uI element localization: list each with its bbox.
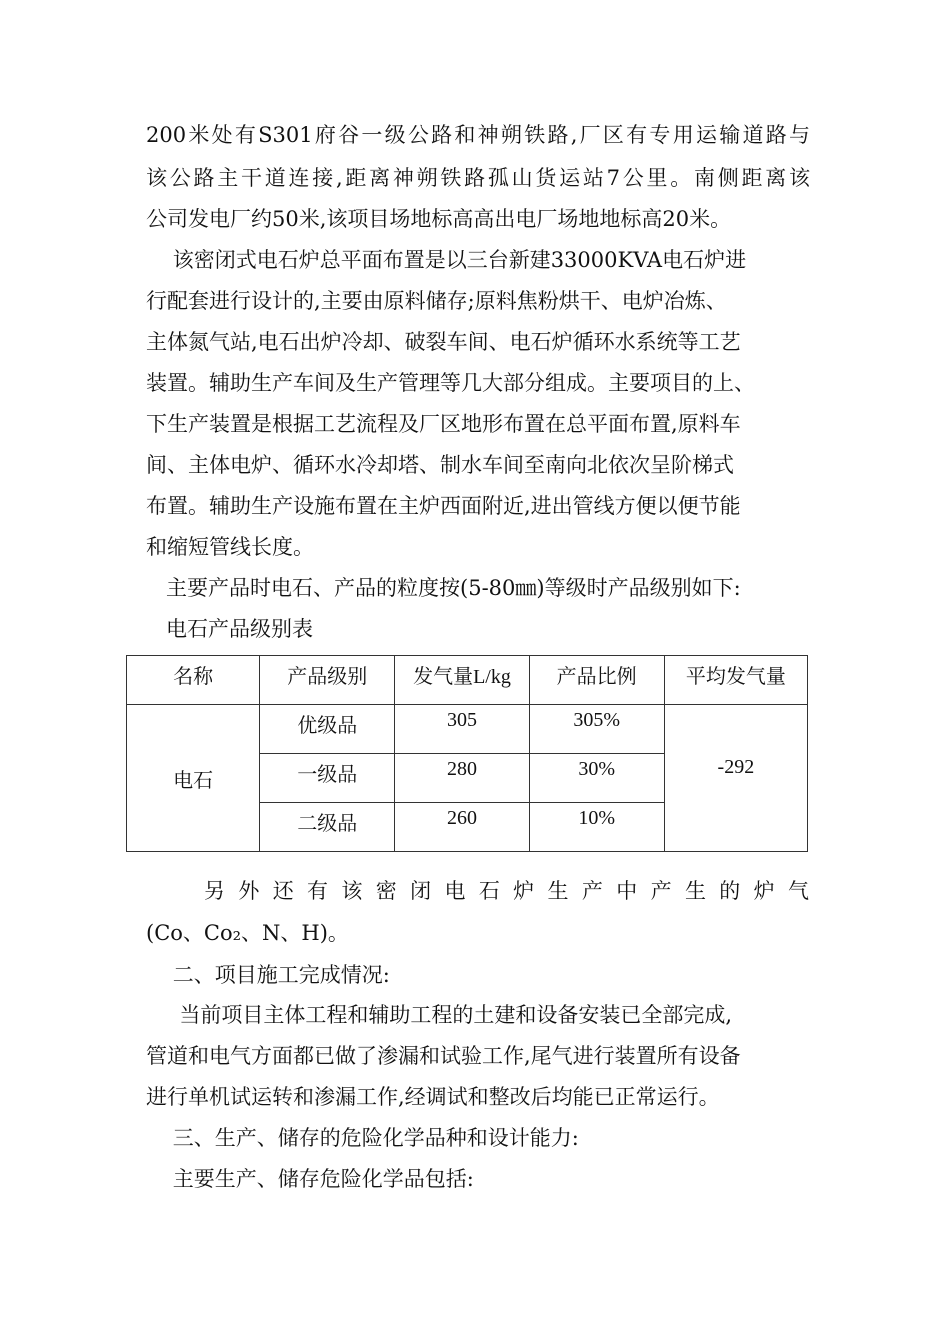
ratio-cell: 305% bbox=[529, 705, 664, 754]
section-heading: 三、生产、储存的危险化学品种和设计能力: bbox=[146, 1126, 579, 1150]
gas-cell: 260 bbox=[395, 803, 529, 852]
table-header-row bbox=[127, 656, 808, 705]
paragraph-line: 布置。辅助生产设施布置在主炉西面附近,进出管线方便以便节能 bbox=[146, 494, 741, 518]
paragraph-line: 装置。辅助生产车间及生产管理等几大部分组成。主要项目的上、 bbox=[146, 371, 755, 395]
paragraph-line: 该公路主干道连接,距离神朔铁路孤山货运站7公里。南侧距离该 bbox=[146, 166, 810, 190]
paragraph-line: 和缩短管线长度。 bbox=[146, 535, 314, 559]
gas-cell: 280 bbox=[395, 754, 529, 803]
product-grade-table bbox=[126, 655, 808, 852]
paragraph-line: 行配套进行设计的,主要由原料储存;原料焦粉烘干、电炉冶炼、 bbox=[146, 289, 727, 313]
paragraph-line: (Co、Co₂、N、H)。 bbox=[146, 921, 349, 945]
paragraph-line: 进行单机试运转和渗漏工作,经调试和整改后均能已正常运行。 bbox=[146, 1085, 720, 1109]
grade-cell: 优级品 bbox=[260, 705, 395, 754]
grade-cell: 一级品 bbox=[260, 754, 395, 803]
average-gas-cell: -292 bbox=[664, 705, 807, 852]
paragraph-line: 主体氮气站,电石出炉冷却、破裂车间、电石炉循环水系统等工艺 bbox=[146, 330, 741, 354]
paragraph-line: 下生产装置是根据工艺流程及厂区地形布置在总平面布置,原料车 bbox=[146, 412, 741, 436]
header-cell: 发气量L/kg bbox=[395, 656, 529, 705]
table-caption: 电石产品级别表 bbox=[146, 617, 314, 641]
table-row bbox=[127, 705, 808, 754]
ratio-cell: 10% bbox=[529, 803, 664, 852]
grade-cell: 二级品 bbox=[260, 803, 395, 852]
paragraph-line: 当前项目主体工程和辅助工程的土建和设备安装已全部完成, bbox=[146, 1003, 733, 1027]
ratio-cell: 30% bbox=[529, 754, 664, 803]
section-heading: 二、项目施工完成情况: bbox=[146, 963, 390, 987]
paragraph-line: 主要生产、储存危险化学品包括: bbox=[146, 1167, 474, 1191]
header-cell: 平均发气量 bbox=[664, 656, 807, 705]
header-cell: 名称 bbox=[127, 656, 260, 705]
paragraph-line: 200米处有S301府谷一级公路和神朔铁路,厂区有专用运输道路与 bbox=[146, 123, 810, 147]
paragraph-line: 间、主体电炉、循环水冷却塔、制水车间至南向北依次呈阶梯式 bbox=[146, 453, 734, 477]
header-cell: 产品级别 bbox=[260, 656, 395, 705]
paragraph-line: 另外还有该密闭电石炉生产中产生的炉气 bbox=[204, 879, 810, 903]
paragraph-line: 该密闭式电石炉总平面布置是以三台新建33000KVA电石炉进 bbox=[146, 248, 747, 272]
gas-cell: 305 bbox=[395, 705, 529, 754]
header-cell: 产品比例 bbox=[529, 656, 664, 705]
paragraph-line: 管道和电气方面都已做了渗漏和试验工作,尾气进行装置所有设备 bbox=[146, 1044, 741, 1068]
paragraph-line: 公司发电厂约50米,该项目场地标高高出电厂场地地标高20米。 bbox=[146, 207, 732, 231]
product-name-cell: 电石 bbox=[127, 705, 260, 852]
paragraph-line: 主要产品时电石、产品的粒度按(5-80㎜)等级时产品级别如下: bbox=[146, 576, 741, 600]
